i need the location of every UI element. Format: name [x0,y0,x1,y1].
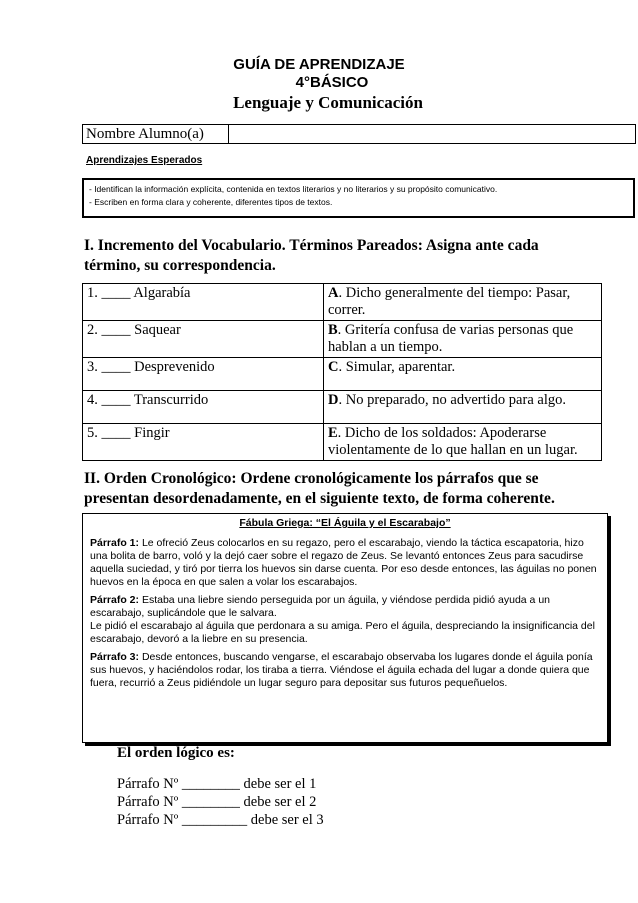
order-title: El orden lógico es: [117,745,235,761]
fable-paragraph-2 [90,594,600,646]
term-cell[interactable]: 2. ____ Saquear [83,321,324,358]
definition-text: . Gritería confusa de varias personas que hablan a un tiempo. [328,322,574,355]
expected-item: - Identifican la información explícita, contenida en textos literarios y no literarios y su propósito comunicativo. [89,184,498,194]
order-line-1[interactable]: Párrafo Nº ________ debe ser el 1 [117,776,317,792]
fable-title: Fábula Griega: “El Águila y el Escarabajo” [239,517,451,529]
definition-cell [324,321,602,358]
order-line-2[interactable]: Párrafo Nº ________ debe ser el 2 [117,794,317,810]
section2-title-line1: II. Orden Cronológico: Ordene cronológicamente los párrafos que se [84,470,539,487]
table-row [83,391,602,424]
definition-letter: B [328,322,338,338]
paragraph-text: Le ofreció Zeus colocarlos en su regazo, pero el escarabajo, viendo la táctica escapatoria, hizo una bolita de barro, voló y la dejó caer sobre el regazo de Zeus. Se levantó entonces Zeus para sacudirse aquella suciedad, y tiró por tierra los huevos sin darse cuenta. Por eso desde entonces, las águilas no ponen huevos en la época en que salen a volar los escarabajos. [90,537,597,588]
definition-text: . Dicho de los soldados: Apoderarse violentamente de lo que hallan en un lugar. [328,425,578,458]
student-name-row [82,124,636,144]
definition-letter: E [328,425,338,441]
table-row [83,424,602,461]
definition-letter: C [328,359,339,375]
paragraph-text: Le pidió el escarabajo al águila que perdonara a su amiga. Pero el águila, despreciando la insignificancia del escarabajo, devoró a la liebre en su presencia. [90,620,595,645]
definition-text: . No preparado, no advertido para algo. [338,392,566,408]
expected-item: - Escriben en forma clara y coherente, diferentes tipos de textos. [89,197,333,207]
definition-letter: D [328,392,339,408]
section1-title [84,236,539,276]
order-line-3[interactable]: Párrafo Nº _________ debe ser el 3 [117,812,324,828]
paragraph-text: Estaba una liebre siendo perseguida por un águila, y viéndose perdida pidió ayuda a un escarabajo, suplicándole que le salvara. [90,594,550,619]
definition-text: . Dicho generalmente del tiempo: Pasar, correr. [328,285,571,318]
student-name-label: Nombre Alumno(a) [83,125,229,143]
paragraph-label: Párrafo 2: [90,594,140,606]
subject-label: Lenguaje y Comunicación [233,93,423,112]
definition-cell [324,358,602,391]
expected-learning-heading: Aprendizajes Esperados [86,155,203,166]
paragraph-label: Párrafo 3: [90,651,140,663]
section2-title-line2: presentan desordenadamente, en el siguiente texto, de forma coherente. [84,490,555,507]
definition-cell [324,391,602,424]
expected-learning-box [82,178,635,218]
definition-text: . Simular, aparentar. [338,359,456,375]
section1-title-line1: I. Incremento del Vocabulario. Términos Pareados: Asigna ante cada [84,237,539,254]
term-cell[interactable]: 4. ____ Transcurrido [83,391,324,424]
student-name-field[interactable] [229,125,635,143]
section2-title [84,469,555,509]
paragraph-text: Desde entonces, buscando vengarse, el escarabajo observaba los lugares donde el águila ponía sus huevos, y haciéndolos rodar, los tiraba a tierra. Viéndose el águila echada del lugar a donde quiera que fuera, recurrió a Zeus pidiéndole un lugar seguro para depositar sus futuros pequeñuelos. [90,651,593,689]
definition-cell [324,284,602,321]
paragraph-label: Párrafo 1: [90,537,140,549]
term-cell[interactable]: 5. ____ Fingir [83,424,324,461]
fable-paragraph-1 [90,537,600,589]
section1-title-line2: término, su correspondencia. [84,257,276,274]
table-row [83,358,602,391]
matching-table [82,283,602,461]
term-cell[interactable]: 1. ____ Algarabía [83,284,324,321]
fable-box [82,513,608,743]
definition-letter: A [328,285,339,301]
fable-paragraph-3 [90,651,600,690]
guide-title: GUÍA DE APRENDIZAJE [233,56,405,73]
definition-cell [324,424,602,461]
term-cell[interactable]: 3. ____ Desprevenido [83,358,324,391]
table-row [83,284,602,321]
grade-label: 4°BÁSICO [295,74,369,91]
table-row [83,321,602,358]
